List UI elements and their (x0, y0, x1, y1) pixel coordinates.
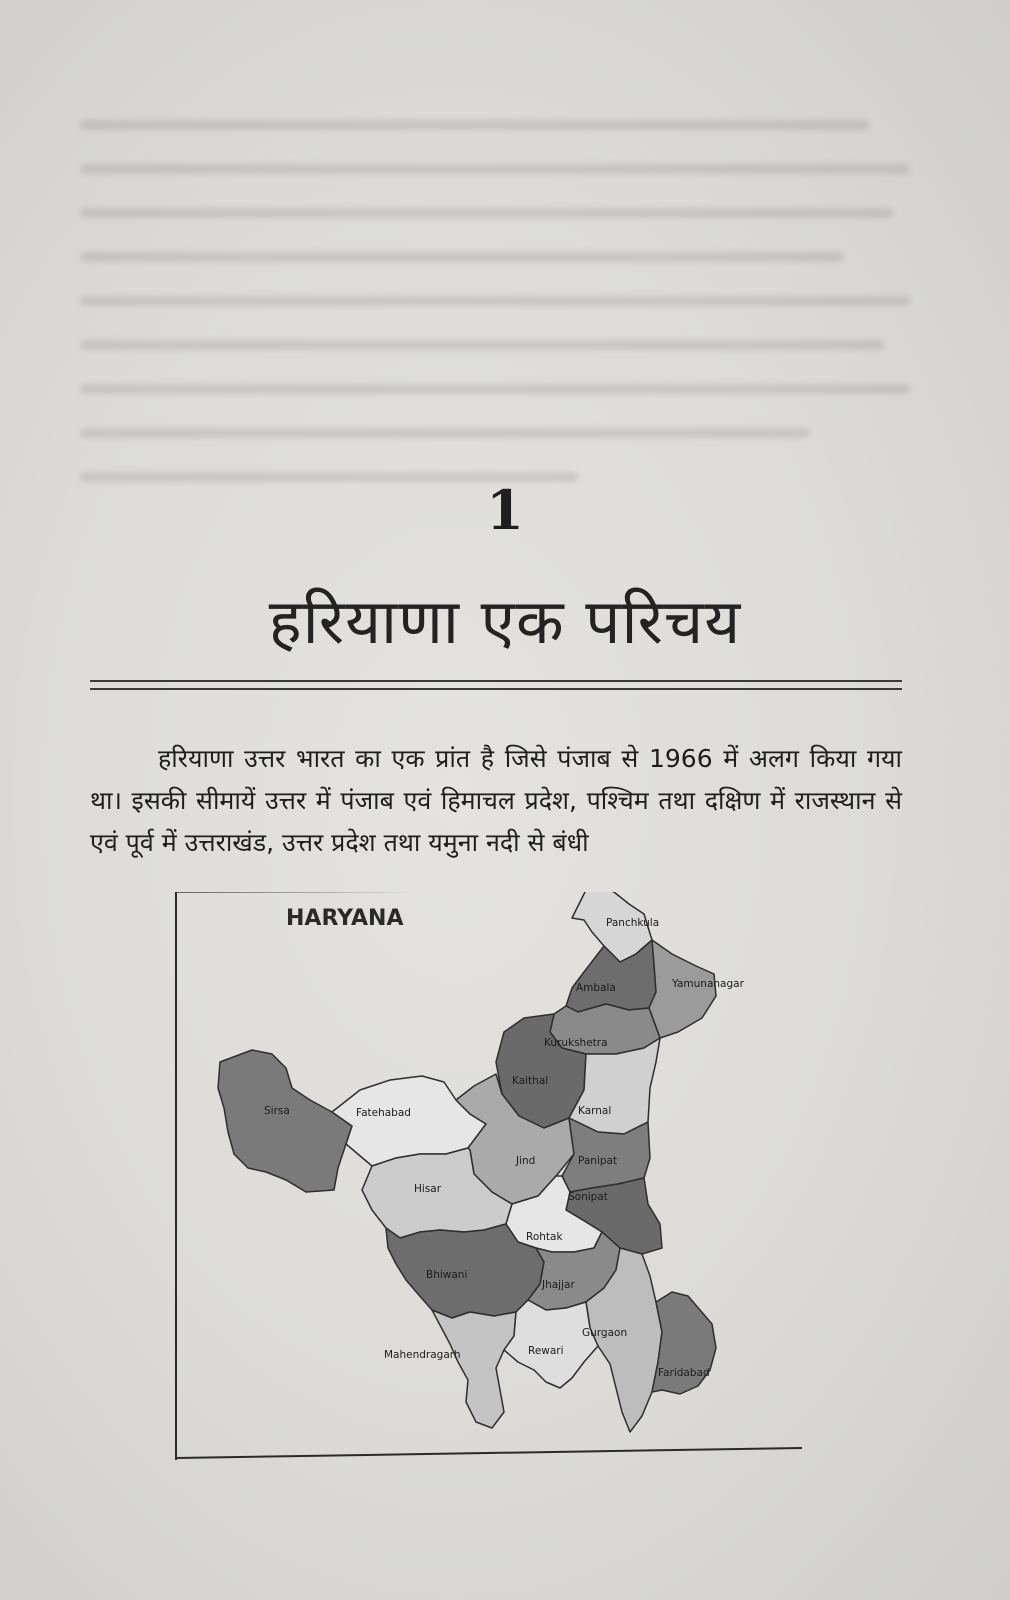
label-jhajjar: Jhajjar (542, 1279, 575, 1291)
label-panipat: Panipat (578, 1155, 618, 1167)
label-rewari: Rewari (528, 1345, 564, 1357)
label-rohtak: Rohtak (526, 1231, 563, 1243)
title-rule-top (90, 680, 902, 682)
label-fatehabad: Fatehabad (356, 1107, 411, 1119)
chapter-number: 1 (486, 478, 524, 542)
intro-paragraph: हरियाणा उत्तर भारत का एक प्रांत है जिसे पंजाब से 1966 में अलग किया गया था। इसकी सीमायें उत्तर में पंजाब एवं हिमाचल प्रदेश, पश्चिम तथा दक्षिण में राजस्थान से एवं पूर्व में उत्तराखंड, उत्तर प्रदेश तथा यमुना नदी से बंधी (90, 744, 902, 857)
label-ambala: Ambala (576, 982, 616, 994)
district-sirsa (218, 1050, 352, 1192)
haryana-map (174, 892, 820, 1488)
label-sirsa: Sirsa (264, 1105, 290, 1117)
label-hisar: Hisar (414, 1183, 442, 1195)
label-mahendragarh: Mahendragarh (384, 1349, 461, 1361)
label-kurukshetra: Kurukshetra (544, 1037, 608, 1049)
label-gurgaon: Gurgaon (582, 1327, 628, 1339)
district-mahendragarh (432, 1310, 516, 1428)
label-faridabad: Faridabad (658, 1367, 710, 1379)
district-rewari (504, 1300, 598, 1388)
title-rule-bottom (90, 688, 902, 690)
chapter-title: हरियाणा एक परिचय (268, 585, 742, 658)
label-panchkula: Panchkula (606, 917, 660, 929)
haryana-map-figure (174, 892, 820, 1488)
map-title: HARYANA (286, 906, 404, 931)
label-kaithal: Kaithal (512, 1075, 549, 1087)
label-yamunanagar: Yamunanagar (672, 978, 744, 990)
label-jind: Jind (516, 1155, 536, 1167)
frame-bottom (176, 1448, 802, 1458)
label-bhiwani: Bhiwani (426, 1269, 468, 1281)
label-karnal: Karnal (578, 1105, 612, 1117)
label-sonipat: Sonipat (568, 1191, 608, 1203)
